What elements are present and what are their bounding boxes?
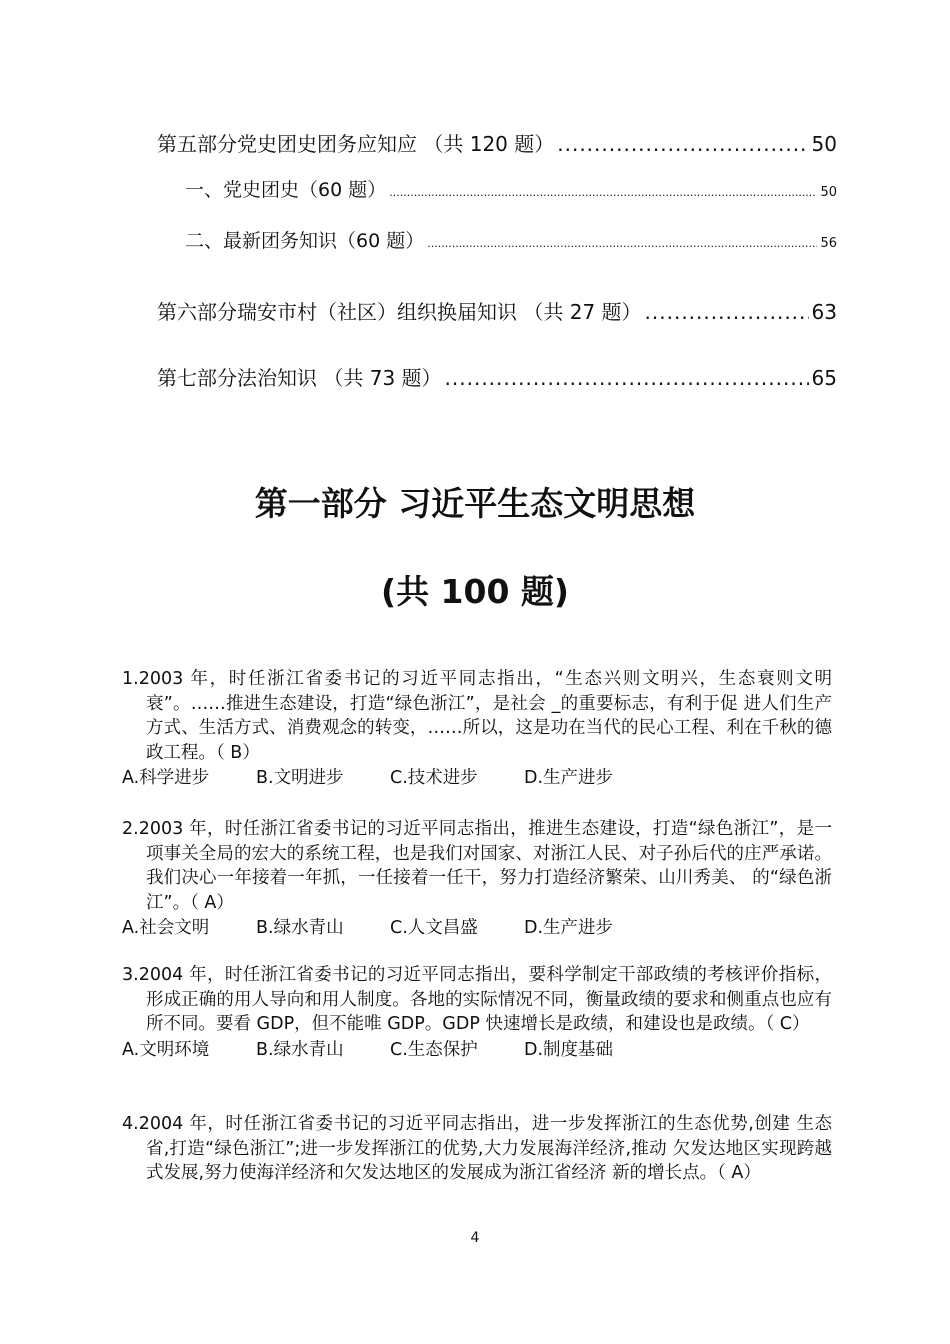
toc-leader-dots — [645, 300, 809, 324]
toc-entry-part6[interactable] — [157, 296, 837, 325]
toc-entry-page: 63 — [811, 300, 837, 324]
toc-entry-part5-1[interactable] — [185, 175, 837, 202]
question-options — [122, 766, 832, 791]
option-a[interactable]: A.文明环境 — [122, 1039, 210, 1060]
toc-entry-page: 56 — [820, 236, 837, 251]
option-d[interactable]: D.生产进步 — [524, 768, 614, 788]
toc-entry-page: 65 — [811, 366, 837, 390]
option-a[interactable]: A.科学进步 — [122, 768, 210, 788]
question-3 — [122, 963, 832, 1062]
toc-entry-text: 第六部分瑞安市村（社区）组织换届知识 （共 27 题） — [157, 300, 642, 324]
question-2 — [122, 817, 832, 941]
toc-leader-dots — [389, 186, 817, 199]
question-stem: 2.2003 年，时任浙江省委书记的习近平同志指出，推进生态建设，打造“绿色浙江”，是一项事关全局的宏大的系统工程，也是我们对国家、对浙江人民、对子孙后代的庄严承诺。我们决心一年接着一年抓，一任接着一任干，努力打造经济繁荣、山川秀美、 的“绿色浙江”。（ A） — [122, 819, 832, 913]
toc-entry-part7[interactable] — [157, 362, 837, 391]
option-b[interactable]: B.绿水青山 — [256, 1039, 344, 1060]
option-a[interactable]: A.社会文明 — [122, 918, 210, 938]
toc-leader-dots — [445, 366, 809, 390]
option-c[interactable]: C.技术进步 — [390, 768, 478, 788]
question-4 — [122, 1112, 832, 1186]
question-stem: 1.2003 年，时任浙江省委书记的习近平同志指出，“生态兴则文明兴，生态衰则文明衰”。……推进生态建设，打造“绿色浙江”，是社会 _的重要标志，有利于促 进人们生产方式、生活方式、消费观念的转变，……所以，这是功在当代的民心工程、利在千秋的德政工程。（ B） — [122, 669, 832, 763]
toc-entry-text: 第七部分法治知识 （共 73 题） — [157, 366, 442, 390]
section-subtitle: (共 100 题) — [380, 572, 570, 611]
toc-entry-text: 第五部分党史团史团务应知应 （共 120 题） — [157, 132, 555, 156]
option-c[interactable]: C.生态保护 — [390, 1039, 478, 1060]
toc-entry-part5[interactable] — [157, 128, 837, 157]
option-d[interactable]: D.生产进步 — [524, 918, 614, 938]
toc-leader-dots — [427, 237, 817, 250]
option-c[interactable]: C.人文昌盛 — [390, 918, 478, 938]
option-b[interactable]: B.绿水青山 — [256, 918, 344, 938]
toc-entry-page: 50 — [820, 185, 837, 200]
question-options — [122, 1038, 832, 1063]
option-b[interactable]: B.文明进步 — [256, 768, 344, 788]
question-1 — [122, 667, 832, 791]
toc-entry-text: 一、党史团史（60 题） — [185, 179, 387, 201]
section-title: 第一部分 习近平生态文明思想 — [254, 484, 696, 523]
toc-leader-dots — [557, 132, 808, 156]
option-d[interactable]: D.制度基础 — [524, 1039, 614, 1060]
toc-entry-part5-2[interactable] — [185, 226, 837, 253]
question-options — [122, 916, 832, 941]
question-stem: 3.2004 年，时任浙江省委书记的习近平同志指出，要科学制定干部政绩的考核评价指标，形成正确的用人导向和用人制度。各地的实际情况不同，衡量政绩的要求和侧重点也应有所不同。要看 GDP，但不能唯 GDP。GDP 快速增长是政绩，和建设也是政绩。（ C） — [122, 965, 832, 1034]
toc-entry-text: 二、最新团务知识（60 题） — [185, 230, 425, 252]
page-number: 4 — [470, 1230, 480, 1246]
toc-entry-page: 50 — [811, 132, 837, 156]
question-stem: 4.2004 年，时任浙江省委书记的习近平同志指出，进一步发挥浙江的生态优势,创建 生态省,打造“绿色浙江”;进一步发挥浙江的优势,大力发展海洋经济,推动 欠发达地区实现跨越式发展,努力使海洋经济和欠发达地区的发展成为浙江省经济 新的增长点。（ A） — [122, 1114, 832, 1183]
